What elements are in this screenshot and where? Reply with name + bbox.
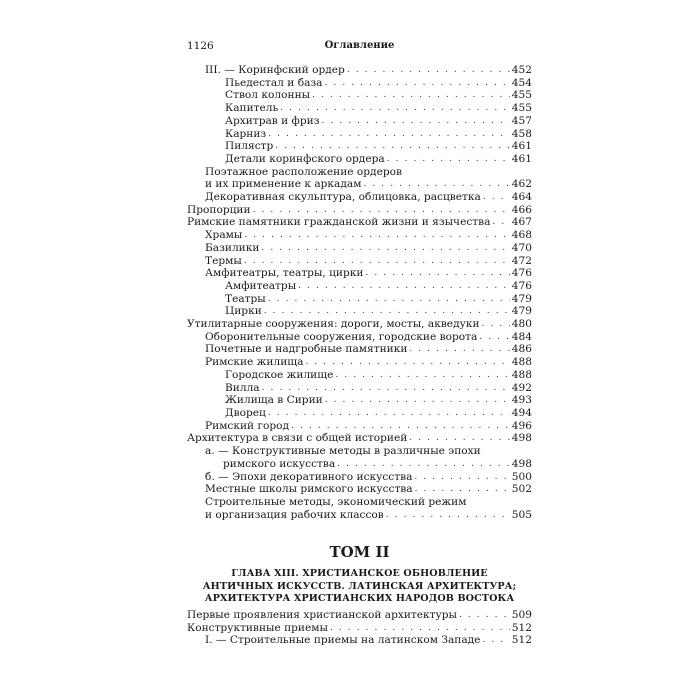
toc-entry-page: 472 <box>511 254 532 267</box>
toc-leader-dots <box>268 128 510 141</box>
toc-entry-title: Архитрав и фриз <box>225 114 320 127</box>
toc-entry-title: Оборонительные сооружения, городские ворота <box>205 330 478 343</box>
toc-entry-title: Местные школы римского искусства <box>205 483 413 496</box>
toc-entry-title: Амфитеатры <box>225 279 297 292</box>
toc-entry-title: Базилики <box>205 241 260 254</box>
toc-entry-page: 486 <box>511 343 532 356</box>
toc-entry-page: 498 <box>511 457 532 470</box>
toc-leader-dots <box>409 432 509 445</box>
toc-entry-page: 479 <box>511 292 532 305</box>
toc-leader-dots <box>414 471 509 484</box>
toc-entry-title: Декоративная скульптура, облицовка, расцветка <box>205 191 481 204</box>
toc-entry-page: 466 <box>511 203 532 216</box>
toc-entry-title: Карниз <box>225 127 267 140</box>
toc-entry-page: 502 <box>511 483 532 496</box>
toc-entry <box>187 369 532 382</box>
toc-entry-page: 464 <box>511 191 532 204</box>
toc-leader-dots <box>264 305 510 318</box>
toc-entry <box>187 471 532 484</box>
toc-entry <box>187 318 532 331</box>
toc-entry <box>187 622 532 635</box>
toc-leader-dots <box>325 394 510 407</box>
toc-entry-page: 454 <box>511 76 532 89</box>
toc-entry-page: 461 <box>511 140 532 153</box>
toc-entry-page: 496 <box>511 419 532 432</box>
running-header <box>187 40 532 54</box>
toc-leader-dots <box>253 204 510 217</box>
toc-entry-page: 455 <box>511 102 532 115</box>
toc-entry-title: Капитель <box>225 102 279 115</box>
toc-entry <box>187 128 532 141</box>
toc-entry-page: 455 <box>511 89 532 102</box>
toc-leader-dots <box>298 280 510 293</box>
toc-entry-title: Детали коринфского ордера <box>225 152 385 165</box>
toc-entry <box>187 267 532 280</box>
toc-entry-page: 467 <box>511 216 532 229</box>
toc-entry-page: 488 <box>511 356 532 369</box>
toc-entry-title: Архитектура в связи с общей историей <box>187 432 408 445</box>
toc-entry <box>187 216 532 229</box>
toc-entry-title: Пилястр <box>225 140 274 153</box>
toc-entry-page: 492 <box>511 381 532 394</box>
toc-entry-title: б. — Эпохи декоративного искусства <box>205 470 413 483</box>
toc-entry <box>187 102 532 115</box>
toc-entry-title: Дворец <box>225 406 266 419</box>
chapter-heading-line: АНТИЧНЫХ ИСКУССТВ. ЛАТИНСКАЯ АРХИТЕКТУРА; <box>202 580 517 592</box>
toc-entry-page: 505 <box>511 508 532 521</box>
toc-entry-first-line: Поэтажное расположение ордеров <box>205 165 402 178</box>
toc-leader-dots <box>492 216 509 229</box>
toc-leader-dots <box>291 420 510 433</box>
toc-entry-page: 461 <box>511 152 532 165</box>
toc-entry <box>187 166 532 191</box>
toc-leader-dots <box>415 483 510 496</box>
toc-entry <box>187 420 532 433</box>
toc-entry <box>187 356 532 369</box>
toc-entry <box>187 343 532 356</box>
toc-entry <box>187 64 532 77</box>
toc-entry-page: 498 <box>511 432 532 445</box>
toc-entry <box>187 293 532 306</box>
toc-entry-page: 468 <box>511 229 532 242</box>
toc-entry-title: и их применение к аркадам <box>205 178 362 191</box>
toc-leader-dots <box>459 609 510 622</box>
toc-entry <box>187 89 532 102</box>
toc-entry-title: Пропорции <box>187 203 251 216</box>
toc-entry-title: римского искусства <box>223 457 336 470</box>
toc-entry-page: 494 <box>511 406 532 419</box>
toc-entry <box>187 394 532 407</box>
toc-leader-dots <box>268 293 510 306</box>
toc-entry <box>187 634 532 647</box>
toc-entry-title: Римский город <box>205 419 290 432</box>
toc-entry <box>187 255 532 268</box>
toc-leader-dots <box>280 102 510 115</box>
chapter-heading-line: АРХИТЕКТУРА ХРИСТИАНСКИХ НАРОДОВ ВОСТОКА <box>204 593 515 604</box>
toc-leader-dots <box>482 634 509 647</box>
toc-entry-title: Городское жилище <box>225 368 334 381</box>
toc-entry <box>187 305 532 318</box>
toc-entry <box>187 432 532 445</box>
table-of-contents <box>187 64 532 521</box>
toc-entry <box>187 382 532 395</box>
toc-entry-title: Утилитарные сооружения: дороги, мосты, акведуки <box>187 318 480 331</box>
toc-leader-dots <box>321 115 509 128</box>
toc-entry-title: и организация рабочих классов <box>205 508 384 521</box>
toc-leader-dots <box>483 191 510 204</box>
toc-entry <box>187 153 532 166</box>
toc-entry-title: Термы <box>205 254 242 267</box>
chapter-heading <box>187 568 532 606</box>
toc-entry-title: Храмы <box>205 229 243 242</box>
toc-entry-first-line: Строительные методы, экономический режим <box>205 495 467 508</box>
toc-entry-title: Вилла <box>225 381 260 394</box>
toc-entry-title: Почетные и надгробные памятники <box>205 343 408 356</box>
toc-leader-dots <box>347 64 510 77</box>
toc-leader-dots <box>409 343 509 356</box>
toc-entry <box>187 191 532 204</box>
toc-entry-title: Амфитеатры, театры, цирки <box>205 267 364 280</box>
toc-entry-title: Конструктивные приемы <box>187 621 328 634</box>
toc-entry <box>187 77 532 90</box>
toc-entry-title: Римские жилища <box>205 356 304 369</box>
running-title: Оглавление <box>324 40 395 51</box>
toc-entry-title: III. — Коринфский ордер <box>205 64 345 76</box>
toc-leader-dots <box>482 318 510 331</box>
toc-entry <box>187 407 532 420</box>
toc-entry-title: Пьедестал и база <box>225 76 323 89</box>
toc-entry-page: 452 <box>511 64 532 76</box>
toc-leader-dots <box>337 458 510 471</box>
toc-entry-title: Римские памятники гражданской жизни и язычества <box>187 216 491 229</box>
toc-entry-page: 457 <box>511 114 532 127</box>
toc-entry <box>187 204 532 217</box>
toc-leader-dots <box>363 178 509 191</box>
toc-entry-page: 509 <box>511 609 532 621</box>
toc-leader-dots <box>386 509 510 522</box>
toc-entry <box>187 140 532 153</box>
toc-leader-dots <box>244 229 509 242</box>
toc-entry <box>187 229 532 242</box>
toc-entry-first-line: а. — Конструктивные методы в различные эпохи <box>205 445 481 458</box>
toc-entry-title: I. — Строительные приемы на латинском Западе <box>205 634 481 647</box>
toc-leader-dots <box>330 622 510 635</box>
toc-entry <box>187 280 532 293</box>
toc-leader-dots <box>312 89 510 102</box>
toc-entry-page: 458 <box>511 127 532 140</box>
toc-entry-title: Театры <box>225 292 266 305</box>
toc-entry <box>187 496 532 521</box>
toc-entry-title: Жилища в Сирии <box>225 394 323 407</box>
page-number: 1126 <box>187 40 214 52</box>
toc-entry <box>187 331 532 344</box>
toc-leader-dots <box>268 407 510 420</box>
toc-leader-dots <box>275 140 509 153</box>
toc-leader-dots <box>335 369 509 382</box>
toc-entry-page: 493 <box>511 394 532 407</box>
toc-entry-page: 500 <box>511 470 532 483</box>
toc-entry <box>187 445 532 470</box>
toc-leader-dots <box>261 242 509 255</box>
toc-leader-dots <box>325 77 510 90</box>
toc-entry-page: 462 <box>511 178 532 191</box>
toc-entry-page: 476 <box>511 279 532 292</box>
toc-entry <box>187 483 532 496</box>
toc-entry-page: 484 <box>511 330 532 343</box>
toc-leader-dots <box>365 267 509 280</box>
toc-entry-page: 470 <box>511 241 532 254</box>
table-of-contents-volume-2 <box>187 609 532 647</box>
toc-entry-title: Ствол колонны <box>225 89 311 102</box>
toc-entry-title: Первые проявления христианской архитектуры <box>187 609 457 621</box>
toc-leader-dots <box>387 153 510 166</box>
toc-entry-page: 476 <box>511 267 532 280</box>
toc-entry <box>187 609 532 622</box>
toc-entry <box>187 242 532 255</box>
toc-entry-page: 512 <box>511 621 532 634</box>
toc-leader-dots <box>479 331 509 344</box>
toc-entry-page: 488 <box>511 368 532 381</box>
toc-entry-title: Цирки <box>225 305 262 318</box>
toc-leader-dots <box>244 255 510 268</box>
toc-entry <box>187 115 532 128</box>
toc-leader-dots <box>305 356 509 369</box>
toc-entry-page: 480 <box>511 318 532 331</box>
volume-heading: ТОМ II <box>329 543 390 561</box>
toc-leader-dots <box>262 382 510 395</box>
toc-entry-page: 512 <box>511 634 532 647</box>
toc-entry-page: 479 <box>511 305 532 318</box>
chapter-heading-line: ГЛАВА XIII. ХРИСТИАНСКОЕ ОБНОВЛЕНИЕ <box>231 568 488 579</box>
